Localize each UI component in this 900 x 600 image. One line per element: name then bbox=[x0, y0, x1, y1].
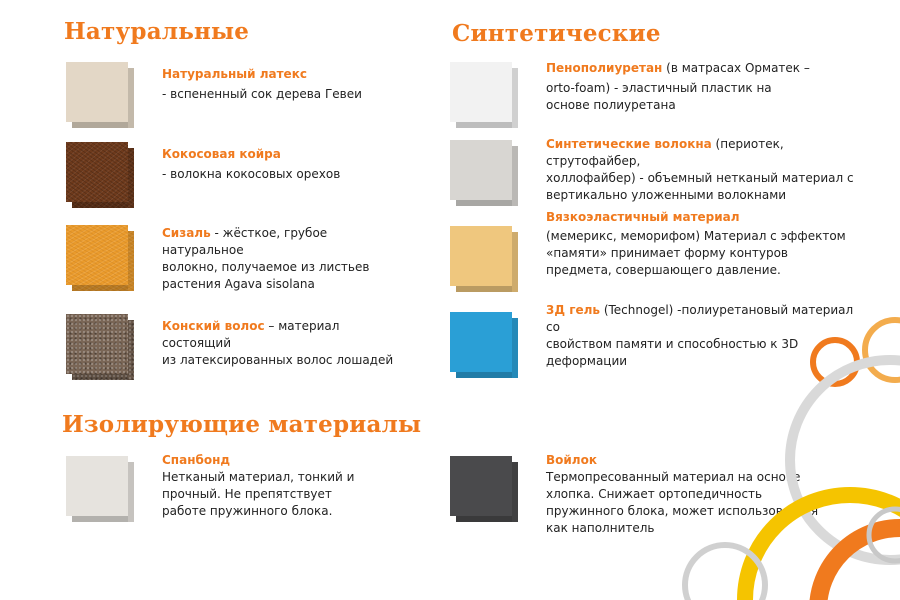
material-title: 3Д гель bbox=[546, 303, 600, 317]
material-title: Сизаль bbox=[162, 226, 211, 240]
material-title: Войлок bbox=[546, 453, 597, 467]
horsehair-swatch bbox=[66, 314, 136, 380]
polyurethane-swatch bbox=[450, 62, 520, 128]
material-desc: свойством памяти и способностью к 3D деформации bbox=[546, 337, 799, 368]
viscoelastic-swatch bbox=[450, 226, 520, 292]
material-title: Пенополиуретан bbox=[546, 61, 663, 75]
material-title: Конский волос bbox=[162, 319, 265, 333]
heading-insulating: Изолирующие материалы bbox=[62, 411, 422, 438]
material-desc: - вспененный сок дерева Гевеи bbox=[162, 87, 362, 101]
decorative-rings bbox=[600, 310, 900, 600]
material-title: Вязкоэластичный материал bbox=[546, 210, 740, 224]
material-desc: из латексированных волос лошадей bbox=[162, 353, 394, 367]
material-title: Натуральный латекс bbox=[162, 67, 307, 81]
heading-natural: Натуральные bbox=[64, 18, 250, 45]
material-desc: волокно, получаемое из листьев растения Agava sisolana bbox=[162, 260, 370, 291]
material-title: Спанбонд bbox=[162, 453, 231, 467]
natural-latex-swatch bbox=[66, 62, 136, 128]
sisal-swatch bbox=[66, 225, 136, 291]
material-title-rest: (в матрасах Орматек – bbox=[662, 61, 810, 75]
material-desc: Нетканый материал, тонкий и прочный. Не препятствует работе пружинного блока. bbox=[162, 470, 355, 518]
felt-swatch bbox=[450, 456, 520, 522]
material-desc: холлофайбер) - объемный нетканый материал с вертикально уложенными волокнами bbox=[546, 171, 854, 202]
material-title: Синтетические волокна bbox=[546, 137, 712, 151]
material-desc: (мемерикс, меморифом) Материал с эффектом «памяти» принимает форму контуров предмета, совершающего давление. bbox=[546, 229, 846, 277]
material-desc: - волокна кокосовых орехов bbox=[162, 167, 341, 181]
material-title-rest: (периотек, струтофайбер, bbox=[546, 137, 784, 168]
coconut-coir-swatch bbox=[66, 142, 136, 208]
material-desc: Термопресованный материал на основе хлопка. Снижает ортопедичность пружинного блока, может использоваться как наполнитель bbox=[546, 470, 819, 535]
spunbond-swatch bbox=[66, 456, 136, 522]
heading-synthetic: Синтетические bbox=[452, 20, 661, 47]
3d-gel-swatch bbox=[450, 312, 520, 378]
material-title-rest: - жёсткое, грубое натуральное bbox=[162, 226, 328, 257]
material-title-rest: – материал состоящий bbox=[162, 319, 340, 350]
material-desc: orto-foam) - эластичный пластик на основе полиуретана bbox=[546, 81, 772, 112]
material-title: Кокосовая койра bbox=[162, 147, 281, 161]
material-title-rest: (Technogel) -полиуретановый материал со bbox=[546, 303, 854, 334]
synthetic-fibers-swatch bbox=[450, 140, 520, 206]
